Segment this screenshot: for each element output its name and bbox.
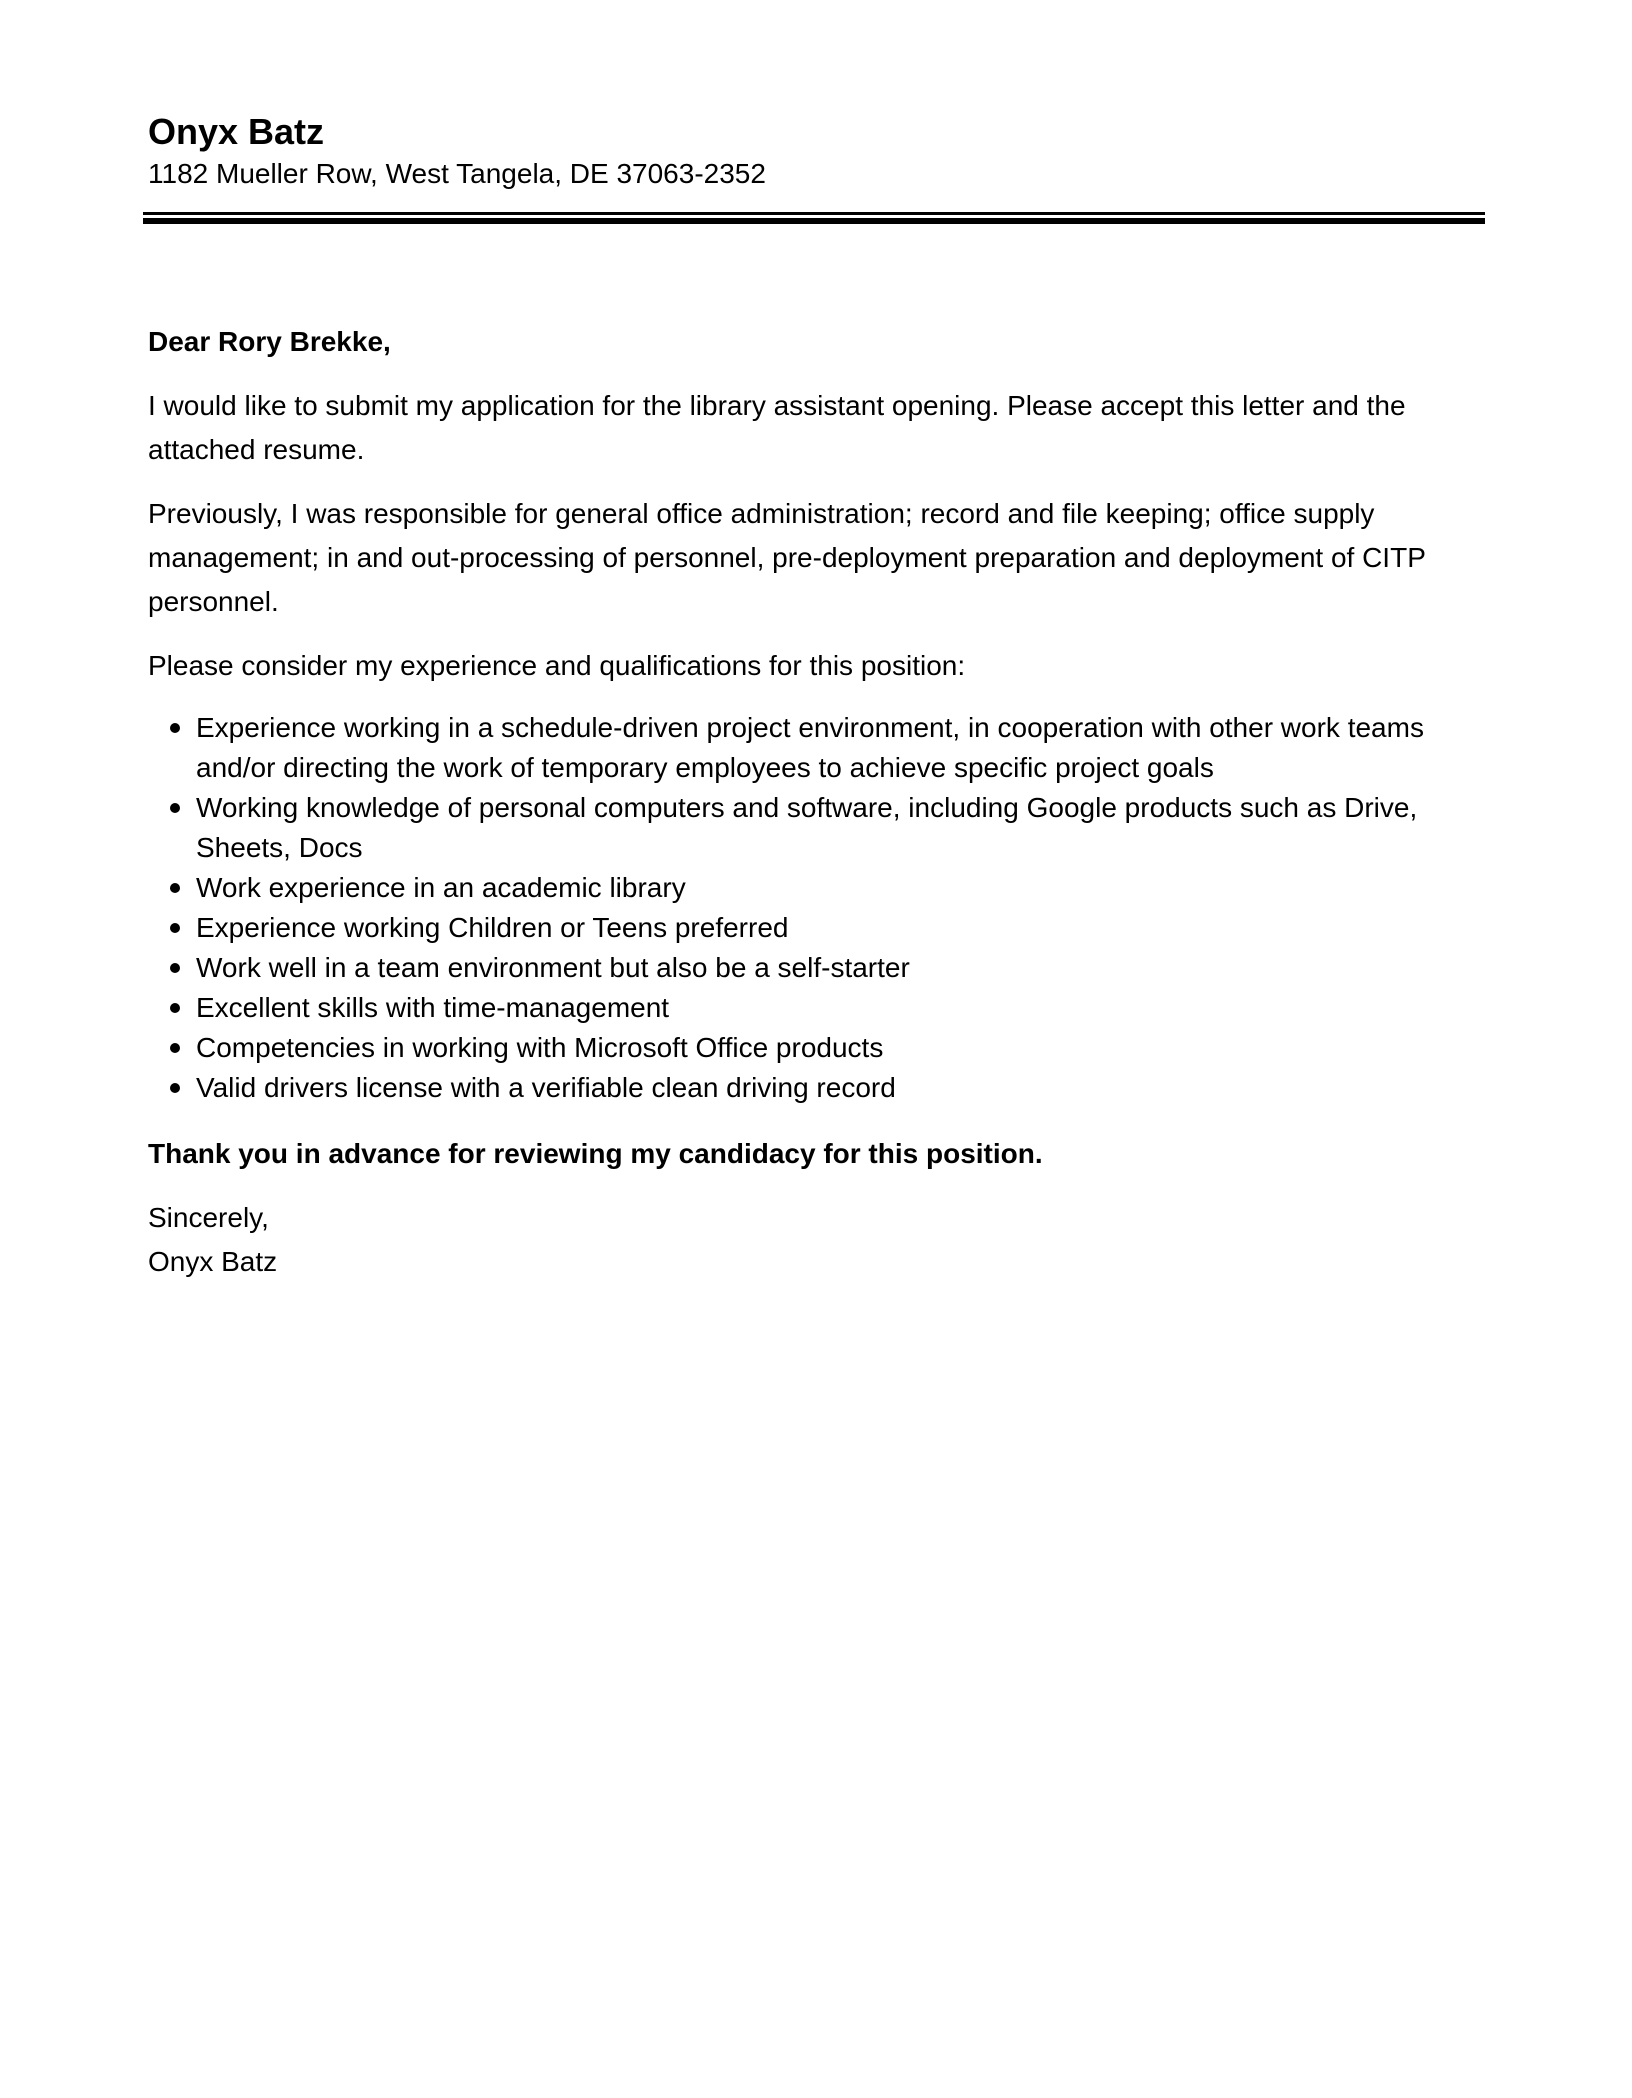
- letter-header: [148, 110, 1488, 194]
- bullet-icon: [170, 923, 180, 933]
- sender-name: Onyx Batz: [148, 111, 325, 152]
- salutation: Dear Rory Brekke,: [148, 326, 391, 357]
- bullet-icon: [170, 803, 180, 813]
- list-item: [148, 908, 1468, 948]
- bullet-icon: [170, 963, 180, 973]
- list-item: [148, 988, 1468, 1028]
- list-item-text: Competencies in working with Microsoft Office products: [196, 1032, 884, 1063]
- bullet-icon: [170, 883, 180, 893]
- header-divider-thick-line: [143, 218, 1485, 224]
- bullet-icon: [170, 1003, 180, 1013]
- list-item-text: Experience working Children or Teens preferred: [196, 912, 789, 943]
- sender-address: 1182 Mueller Row, West Tangela, DE 37063-2352: [148, 158, 766, 189]
- list-item-text: Working knowledge of personal computers and software, including Google products such as Drive, Sheets, Docs: [196, 792, 1418, 863]
- experience-paragraph: Previously, I was responsible for general office administration; record and file keeping; office supply management; in and out-processing of personnel, pre-deployment preparation and deployment of CITP personnel.: [148, 498, 1426, 617]
- list-item: [148, 868, 1468, 908]
- qualifications-intro: Please consider my experience and qualifications for this position:: [148, 650, 966, 681]
- list-item: [148, 708, 1468, 788]
- bullet-icon: [170, 1083, 180, 1093]
- letter-body: [148, 320, 1468, 1284]
- list-item-text: Work well in a team environment but also be a self-starter: [196, 952, 910, 983]
- list-item-text: Experience working in a schedule-driven project environment, in cooperation with other work teams and/or directing the work of temporary employees to achieve specific project goals: [196, 712, 1424, 783]
- thank-you-line: Thank you in advance for reviewing my candidacy for this position.: [148, 1138, 1043, 1169]
- list-item: [148, 788, 1468, 868]
- qualifications-list: [148, 708, 1468, 1108]
- list-item-text: Excellent skills with time-management: [196, 992, 670, 1023]
- intro-paragraph: I would like to submit my application for the library assistant opening. Please accept this letter and the attached resume.: [148, 390, 1406, 465]
- header-divider: [143, 212, 1485, 224]
- bullet-icon: [170, 1043, 180, 1053]
- list-item: [148, 948, 1468, 988]
- list-item-text: Work experience in an academic library: [196, 872, 686, 903]
- list-item-text: Valid drivers license with a verifiable clean driving record: [196, 1072, 896, 1103]
- closing: Sincerely,: [148, 1202, 269, 1233]
- list-item: [148, 1068, 1468, 1108]
- signature-name: Onyx Batz: [148, 1246, 278, 1277]
- bullet-icon: [170, 723, 180, 733]
- list-item: [148, 1028, 1468, 1068]
